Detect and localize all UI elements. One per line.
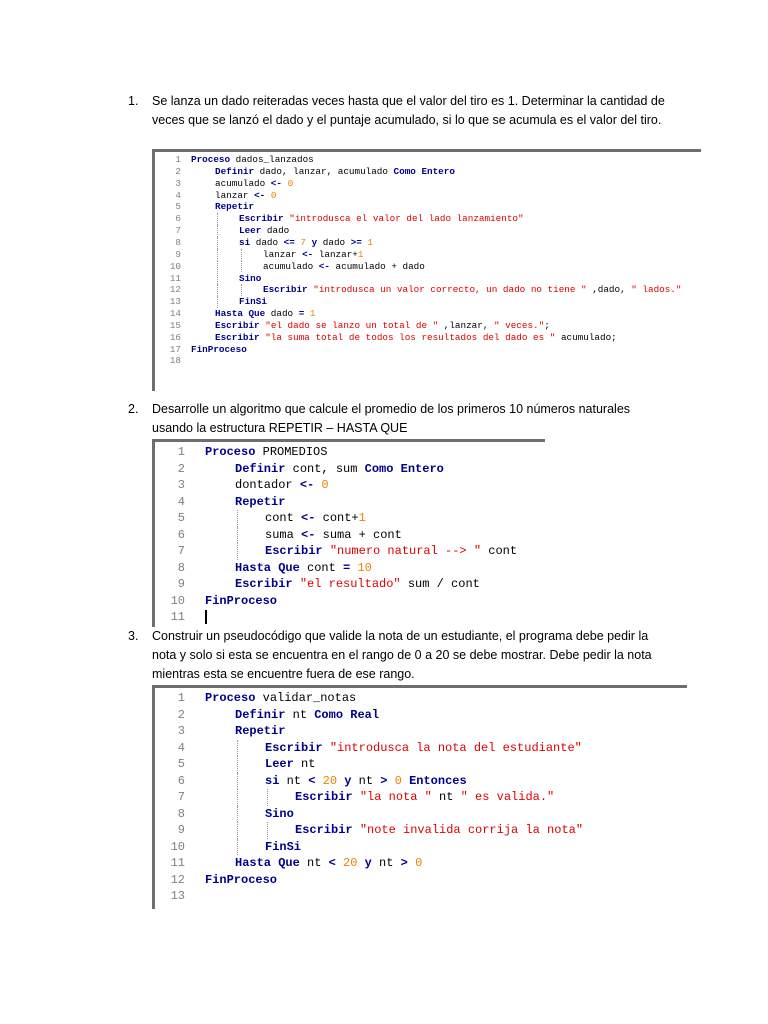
code-line xyxy=(155,178,701,190)
code-token: dado, lanzar, acumulado xyxy=(254,165,394,177)
code-text xyxy=(295,822,583,839)
code-token: validar_notas xyxy=(255,691,357,705)
code-editor-panel xyxy=(152,149,701,391)
code-token: acumulado xyxy=(215,177,271,189)
code-token: "el dado se lanzo un total de " xyxy=(265,319,439,331)
line-number: 1 xyxy=(175,154,181,165)
code-line xyxy=(155,593,545,610)
code-token: Hasta Que xyxy=(215,308,266,320)
code-line xyxy=(155,237,701,249)
code-token: 0 xyxy=(394,773,402,788)
code-token: ; xyxy=(544,319,550,331)
code-line xyxy=(155,355,701,367)
indent-guide xyxy=(217,273,218,285)
code-line xyxy=(155,154,701,166)
code-token: Repetir xyxy=(235,494,286,509)
code-token: Escribir xyxy=(295,790,353,804)
code-token: <- xyxy=(254,189,266,201)
line-number: 11 xyxy=(170,856,185,870)
code-token: 1 xyxy=(367,236,374,248)
code-token: Escribir xyxy=(235,577,293,591)
line-number: 12 xyxy=(170,872,185,887)
indent-guide xyxy=(217,261,218,273)
indent-guide xyxy=(237,773,238,790)
code-line xyxy=(155,332,701,344)
line-number: 5 xyxy=(177,511,185,525)
code-line xyxy=(155,806,687,823)
indent-guide xyxy=(237,756,238,773)
code-token: Proceso xyxy=(205,445,256,459)
code-token: Hasta Que xyxy=(235,856,300,870)
line-number: 16 xyxy=(169,331,181,343)
code-line xyxy=(155,308,701,320)
code-editor-panel xyxy=(152,439,545,627)
code-token: cont xyxy=(265,511,302,525)
code-token: Sino xyxy=(265,806,294,821)
code-line xyxy=(155,527,545,544)
exercise-number: 1. xyxy=(128,94,139,108)
code-token: Como Entero xyxy=(393,165,455,177)
code-token: lanzar xyxy=(215,189,255,201)
code-token: = xyxy=(298,308,305,320)
code-text xyxy=(235,723,285,740)
indent-guide xyxy=(237,822,238,839)
code-line xyxy=(155,839,687,856)
line-number: 10 xyxy=(170,839,185,854)
line-number: 6 xyxy=(177,773,185,788)
code-token: "el resultado" xyxy=(299,577,401,591)
code-token: nt xyxy=(431,790,461,804)
code-line xyxy=(155,213,701,225)
indent-guide xyxy=(237,806,238,823)
code-token: 20 xyxy=(322,773,338,788)
code-token: nt xyxy=(299,856,329,870)
code-token: suma + cont xyxy=(315,527,402,542)
code-text xyxy=(235,855,422,872)
code-token: dado xyxy=(261,225,290,237)
code-token: 1 xyxy=(357,248,364,260)
text-cursor xyxy=(205,610,207,624)
code-line xyxy=(155,249,701,261)
code-token: Proceso xyxy=(205,691,256,705)
code-token: dado xyxy=(317,236,351,248)
code-text xyxy=(205,690,356,707)
code-token: " es valida." xyxy=(460,790,555,804)
code-line xyxy=(155,789,687,806)
code-token: Escribir xyxy=(239,213,284,225)
indent-guide xyxy=(237,543,238,560)
indent-guide xyxy=(217,225,218,237)
code-token: Leer xyxy=(239,225,262,237)
code-token: "la nota " xyxy=(359,790,432,804)
code-token: FinProceso xyxy=(205,593,278,608)
code-line xyxy=(155,296,701,308)
code-line xyxy=(155,166,701,178)
line-number: 11 xyxy=(169,272,181,284)
code-text xyxy=(215,178,293,190)
code-text xyxy=(235,707,379,724)
code-token: sum / cont xyxy=(400,577,480,591)
code-token: FinSi xyxy=(239,296,267,308)
code-token: acumulado + dado xyxy=(329,260,425,272)
code-text xyxy=(239,213,524,225)
code-line xyxy=(155,494,545,511)
code-token: <= xyxy=(283,236,295,248)
code-line xyxy=(155,822,687,839)
code-line xyxy=(155,273,701,285)
exercise-statement: Construir un pseudocódigo que valide la nota de un estudiante, el programa debe pedir la nota y solo si esta se encuentra en el rango de 0 a 20 se debe mostrar. Debe pedir la nota mientras esta se encuentre fuera de ese rango. xyxy=(152,629,652,681)
code-token: y xyxy=(364,856,372,870)
code-text xyxy=(265,543,517,560)
code-token: acumulado; xyxy=(555,331,617,343)
code-text xyxy=(235,576,480,593)
code-token: Escribir xyxy=(265,544,323,558)
code-token: FinProceso xyxy=(205,872,278,887)
code-token xyxy=(402,774,409,788)
code-token: Leer xyxy=(265,757,294,771)
code-token: Sino xyxy=(239,272,262,284)
code-token xyxy=(353,790,360,804)
code-text xyxy=(235,477,329,494)
code-text xyxy=(265,756,315,773)
code-token: <- xyxy=(302,248,314,260)
line-number: 17 xyxy=(169,343,181,355)
line-number: 3 xyxy=(177,724,185,738)
line-number: 6 xyxy=(177,527,185,542)
line-number: 11 xyxy=(170,610,185,624)
code-token: 7 xyxy=(300,236,307,248)
code-token: acumulado xyxy=(263,260,319,272)
code-line xyxy=(155,444,545,461)
indent-guide xyxy=(241,261,242,273)
code-text xyxy=(265,839,301,856)
code-text xyxy=(191,154,314,166)
code-token: "note invalida corrija la nota" xyxy=(359,823,584,837)
code-token: 20 xyxy=(343,856,358,870)
code-token: lanzar+ xyxy=(313,248,358,260)
code-token: cont xyxy=(299,560,344,575)
code-token: 0 xyxy=(270,189,277,201)
code-token: Escribir xyxy=(215,319,260,331)
code-token: Definir xyxy=(235,707,286,722)
code-text xyxy=(205,593,277,610)
line-number: 4 xyxy=(175,189,181,201)
code-token: " lados." xyxy=(631,284,682,296)
code-token: 0 xyxy=(321,478,329,492)
code-token: "introdusca un valor correcto, un dado no tiene " xyxy=(313,284,587,296)
code-token: < xyxy=(328,856,336,870)
line-number: 3 xyxy=(177,478,185,492)
code-token: dados_lanzados xyxy=(230,154,314,165)
code-token: PROMEDIOS xyxy=(255,445,328,459)
code-line xyxy=(155,201,701,213)
exercise-statement: Se lanza un dado reiteradas veces hasta que el valor del tiro es 1. Determinar la cantidad de veces que se lanzó el dado y el puntaje acumulado, si lo que se acumula es el valor del tiro. xyxy=(152,94,665,127)
line-number: 3 xyxy=(175,177,181,189)
code-token: "numero natural --> " xyxy=(329,544,482,558)
line-number: 5 xyxy=(175,201,181,213)
code-token: FinProceso xyxy=(191,343,247,355)
line-number: 2 xyxy=(177,707,185,722)
indent-guide xyxy=(237,740,238,757)
code-token: <- xyxy=(270,177,282,189)
code-token: Repetir xyxy=(235,724,286,738)
code-token xyxy=(357,856,364,870)
code-token: >= xyxy=(350,236,362,248)
code-line xyxy=(155,560,545,577)
code-token: nt xyxy=(371,856,401,870)
code-line xyxy=(155,872,687,889)
code-token: y xyxy=(311,236,318,248)
code-text xyxy=(263,249,363,261)
line-number: 14 xyxy=(169,308,181,320)
line-number: 6 xyxy=(175,213,181,225)
indent-guide xyxy=(217,249,218,261)
indent-guide xyxy=(241,249,242,261)
code-token: 10 xyxy=(357,560,372,575)
code-line xyxy=(155,510,545,527)
code-token: nt xyxy=(351,773,381,788)
code-line xyxy=(155,320,701,332)
line-number: 10 xyxy=(170,593,185,608)
code-text xyxy=(265,806,294,823)
code-text xyxy=(239,273,261,285)
exercise-statement: Desarrolle un algoritmo que calcule el promedio de los primeros 10 números naturales usando la estructura REPETIR – HASTA QUE xyxy=(152,402,631,435)
indent-guide xyxy=(217,284,218,296)
code-token xyxy=(408,856,415,870)
code-text xyxy=(235,461,444,478)
code-editor-panel xyxy=(152,685,687,909)
code-token: nt xyxy=(293,757,316,771)
line-number: 13 xyxy=(170,889,185,903)
code-line xyxy=(155,756,687,773)
code-line xyxy=(155,543,545,560)
indent-guide xyxy=(237,839,238,856)
line-number: 8 xyxy=(177,806,185,821)
code-text xyxy=(295,789,554,806)
code-token: <- xyxy=(301,527,316,542)
exercise-3 xyxy=(128,627,668,684)
code-token: Escribir xyxy=(295,823,353,837)
code-token: Definir xyxy=(215,165,255,177)
indent-guide xyxy=(237,527,238,544)
code-token: cont, sum xyxy=(285,461,365,476)
exercise-2 xyxy=(128,400,668,438)
code-line xyxy=(155,740,687,757)
code-token: 1 xyxy=(309,308,316,320)
code-text xyxy=(265,773,467,790)
code-token xyxy=(315,774,322,788)
line-number: 9 xyxy=(177,823,185,837)
code-token: Como Entero xyxy=(364,461,444,476)
code-line xyxy=(155,690,687,707)
code-text xyxy=(215,190,276,202)
code-token: nt xyxy=(279,773,309,788)
line-number: 1 xyxy=(177,691,185,705)
code-token: Como Real xyxy=(314,707,380,722)
code-token: 0 xyxy=(287,177,294,189)
line-number: 4 xyxy=(177,740,185,755)
code-text xyxy=(235,560,372,577)
code-text xyxy=(205,872,277,889)
line-number: 12 xyxy=(169,284,181,296)
code-token xyxy=(336,856,343,870)
code-text xyxy=(205,444,327,461)
code-token: FinSi xyxy=(265,839,302,854)
line-number: 18 xyxy=(169,355,181,367)
code-token: lanzar xyxy=(263,248,303,260)
code-token: si xyxy=(239,236,251,248)
code-text xyxy=(239,237,373,249)
line-number: 9 xyxy=(175,248,181,260)
line-number: 9 xyxy=(177,577,185,591)
line-number: 2 xyxy=(177,461,185,476)
indent-guide xyxy=(267,822,268,839)
code-token: Escribir xyxy=(265,740,323,755)
exercise-1 xyxy=(128,92,668,130)
line-number: 7 xyxy=(177,790,185,804)
indent-guide xyxy=(241,284,242,296)
code-token: " veces." xyxy=(493,319,545,331)
code-token: = xyxy=(343,560,351,575)
code-text xyxy=(215,320,550,332)
code-text xyxy=(235,494,285,511)
indent-guide xyxy=(237,510,238,527)
indent-guide xyxy=(217,237,218,249)
line-number: 7 xyxy=(175,225,181,237)
code-token xyxy=(387,774,394,788)
code-token xyxy=(323,741,330,755)
code-token: Proceso xyxy=(191,154,231,165)
code-text xyxy=(265,510,366,527)
code-line xyxy=(155,855,687,872)
line-number: 7 xyxy=(177,544,185,558)
code-text xyxy=(239,225,289,237)
line-number: 5 xyxy=(177,757,185,771)
code-token xyxy=(293,577,300,591)
code-line xyxy=(155,190,701,202)
line-number: 10 xyxy=(169,260,181,272)
indent-guide xyxy=(217,296,218,308)
code-text xyxy=(215,166,455,178)
line-number: 2 xyxy=(175,165,181,177)
code-line xyxy=(155,344,701,356)
code-token: Escribir xyxy=(263,284,308,296)
exercise-number: 2. xyxy=(128,402,139,416)
code-token: 1 xyxy=(358,511,366,525)
code-text xyxy=(265,740,582,757)
code-token: <- xyxy=(301,511,316,525)
code-line xyxy=(155,284,701,296)
code-token: < xyxy=(308,773,316,788)
code-token: y xyxy=(344,773,352,788)
code-line xyxy=(155,707,687,724)
code-token: <- xyxy=(318,260,330,272)
code-token: nt xyxy=(285,707,315,722)
line-number: 8 xyxy=(175,236,181,248)
code-token: Hasta Que xyxy=(235,560,300,575)
code-token: cont+ xyxy=(315,511,359,525)
code-token xyxy=(353,823,360,837)
code-token: si xyxy=(265,773,280,788)
code-text xyxy=(239,296,267,308)
code-token: <- xyxy=(299,478,315,492)
line-number: 4 xyxy=(177,494,185,509)
code-token: "introdusca la nota del estudiante" xyxy=(329,740,582,755)
indent-guide xyxy=(267,789,268,806)
code-token: dado xyxy=(265,308,299,320)
code-token: Repetir xyxy=(215,201,255,213)
code-line xyxy=(155,225,701,237)
code-line xyxy=(155,609,545,626)
code-token: Definir xyxy=(235,461,286,476)
code-line xyxy=(155,773,687,790)
line-number: 1 xyxy=(177,445,185,459)
code-text xyxy=(205,609,207,626)
code-text xyxy=(263,284,681,296)
code-token: Escribir xyxy=(215,331,260,343)
code-token: dado xyxy=(250,236,284,248)
code-token: dontador xyxy=(235,478,300,492)
code-token: suma xyxy=(265,527,302,542)
code-line xyxy=(155,723,687,740)
code-line xyxy=(155,576,545,593)
line-number: 8 xyxy=(177,560,185,575)
indent-guide xyxy=(217,213,218,225)
code-line xyxy=(155,888,687,905)
exercise-number: 3. xyxy=(128,629,139,643)
line-number: 13 xyxy=(169,296,181,308)
code-token: "la suma total de todos los resultados del dado es " xyxy=(265,331,556,343)
code-token: > xyxy=(380,773,388,788)
code-token: "introdusca el valor del lado lanzamiento" xyxy=(289,213,524,225)
code-text xyxy=(263,261,425,273)
code-text xyxy=(215,332,617,344)
code-token: cont xyxy=(481,544,518,558)
code-token: 0 xyxy=(415,856,423,870)
code-token: Entonces xyxy=(409,773,467,788)
code-line xyxy=(155,461,545,478)
code-line xyxy=(155,477,545,494)
code-token xyxy=(323,544,330,558)
line-number: 15 xyxy=(169,319,181,331)
code-text xyxy=(191,344,247,356)
code-line xyxy=(155,261,701,273)
indent-guide xyxy=(237,789,238,806)
code-text xyxy=(265,527,402,544)
code-text xyxy=(215,201,254,213)
code-token: ,lanzar, xyxy=(438,319,494,331)
code-text xyxy=(215,308,315,320)
code-token: > xyxy=(400,856,408,870)
code-token: ,dado, xyxy=(586,284,632,296)
